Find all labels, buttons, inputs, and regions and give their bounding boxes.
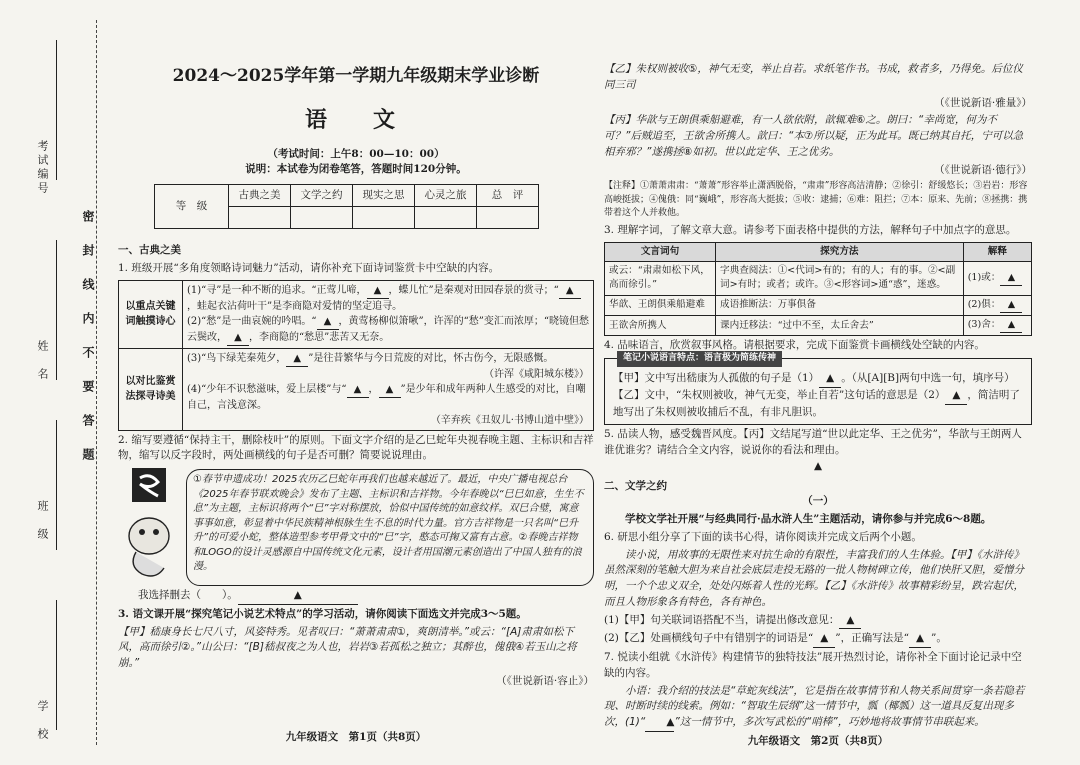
card-text: 【甲】文中写出嵇康为人孤傲的句子是（1） — [613, 372, 820, 385]
answer-blank[interactable]: ▲ — [813, 631, 835, 648]
score-cell[interactable] — [477, 207, 539, 229]
method-table — [604, 242, 1032, 337]
score-header: 文学之约 — [291, 185, 353, 207]
annotations: 【注释】①萧萧肃肃：“萧萧”形容举止潇洒脱俗，“肃肃”形容高洁清静；②徐引：舒缓悠长；③岩岩：形容高峻挺拔；④傀俄：同“巍峨”，形容高大挺拔；⑤收：逮捕；⑥难：阻拦；⑦本：原来、先前；⑧拯携：携带着这个人并救他。 — [604, 181, 1028, 219]
answer-blank[interactable]: ▲ — [559, 283, 581, 299]
answer-blank[interactable]: ▲ — [813, 459, 823, 472]
class-label: 班 级 — [36, 500, 49, 542]
answer-blank[interactable]: ▲ — [819, 371, 841, 388]
answer-blank[interactable]: ▲ — [286, 351, 308, 367]
q6-sub1-text: (1)【甲】句关联词语搭配不当，请提出修改意见： — [604, 613, 840, 626]
text-yi: 【乙】朱权则被收⑤，神气无变，举止自若。求纸笔作书。书成，救者多，乃得免。后位仪同三司 — [604, 63, 1023, 91]
q6-sub2: (2)【乙】处画横线句子中有错别字的词语是“ ▲ ”，正确写法是“ ▲ ”。 — [604, 631, 1032, 648]
card-line: ，李商隐的“愁思”悲苦又无奈。 — [249, 331, 390, 343]
answer-blank[interactable]: ▲ — [909, 631, 931, 648]
q6-sub1 — [604, 613, 1032, 630]
seal-warning: 密封线内不要答题 — [81, 210, 95, 482]
exam-note: 说明：本试卷为闭卷笔答，答题时间120分钟。 — [245, 163, 467, 176]
question-5: 5. 品读人物，感受魏晋风度。【丙】文结尾写道“世以此定华、王之优劣”，华歆与王朗两人谁优谁劣？请结合全文内容，说说你的看法和理由。 — [604, 428, 1022, 457]
card-line: (2)“愁”是一曲哀婉的吟唱。“ — [187, 315, 317, 327]
name-label: 姓 名 — [36, 340, 49, 382]
choose-delete-text: 我选择删去（ ）。 — [138, 589, 238, 601]
page-footer: 九年级语文 第2页（共8页） — [747, 735, 889, 748]
snake-mascot-illustration — [118, 466, 180, 586]
card-line: ”是少年和成年两种人生感受的对比，自嘲自己，言浅意深。 — [187, 383, 586, 411]
card-text: ，简洁明了地写出了朱权则被收捕后不乱，有非凡胆识。 — [613, 388, 1020, 418]
table-cell: 或云：“肃肃如松下风，高而徐引。” — [605, 261, 716, 295]
part-number: （一） — [802, 495, 834, 508]
table-row — [605, 316, 1032, 336]
page-one — [118, 56, 594, 744]
exam-no-label: 考试编号 — [36, 140, 49, 196]
table-header: 文言词句 — [605, 242, 716, 261]
name-line — [56, 240, 70, 380]
score-header: 总 评 — [477, 185, 539, 207]
answer-label: (2)俱： — [967, 298, 1001, 310]
answer-blank[interactable]: ▲ — [945, 388, 967, 405]
answer-label: (3)舍： — [967, 319, 1001, 331]
card-label: 以重点关键词触摸诗心 — [119, 280, 183, 348]
poem-card-table — [118, 280, 594, 431]
card-line: (4)“少年不识愁滋味，爱上层楼”与“ — [187, 383, 347, 395]
card-line: ”是往昔繁华与今日荒废的对比，怀古伤今，无限感慨。 — [308, 352, 554, 364]
score-header: 古典之美 — [229, 185, 291, 207]
table-cell: 课内迁移法：“过中不至，太丘舍去” — [716, 316, 964, 336]
score-cell[interactable] — [415, 207, 477, 229]
card-content — [183, 280, 594, 348]
exam-no-line — [56, 40, 70, 180]
source-jia: （《世说新语·容止》） — [496, 674, 594, 687]
q2-passage: ①春节申遗成功！2025农历乙巳蛇年再我们也越来越近了。最近，中央广播电视总台《2025年春节联欢晚会》发布了主题、主标识和吉祥物。今年春晚以“巳巳如意，生生不息”为主题，主标识将两个“巳”字对称摆放，恰似中国传统的如意纹样。双巳合璧，寓意事事如意，彰显着中华民族精神根脉生生不息的时代力量。官方吉祥物是一只名叫“巳升升”的可爱小蛇，整体造型参考甲骨文中的“巳”字，憨态可掬又富有古意。②春晚吉祥物和LOGO的设计灵感源自中国传统文化元素，设计者用国潮元素创造出了中国人独有的浪漫。 — [186, 469, 594, 586]
page-footer: 九年级语文 第1页（共8页） — [285, 731, 427, 744]
answer-blank[interactable]: ▲ — [227, 330, 249, 346]
card-source: （辛弃疾《丑奴儿·书博山道中壁》） — [430, 414, 589, 426]
question-2: 2. 缩写要遵循“保持主干，删除枝叶”的原则。下面文字介绍的是乙巳蛇年央视春晚主题、主标识和吉祥物，缩写以反字段时，两处画横线的句子是否可删？简要说说理由。 — [118, 433, 594, 462]
source-yi: （《世说新语·雅量》） — [934, 96, 1032, 109]
card-label: 以对比鉴赏法探寻诗美 — [119, 348, 183, 430]
question-3: 3. 理解字词，了解文章大意。请参考下面表格中提供的方法，解释句子中加点字的意思。 — [604, 223, 1017, 236]
q6-sub2-text: ”，正确写法是“ — [835, 632, 909, 645]
card-line: ， — [368, 383, 379, 395]
answer-blank[interactable]: ▲ — [1000, 298, 1022, 313]
school-line — [56, 600, 70, 730]
answer-blank[interactable]: ▲ — [379, 382, 401, 398]
seal-line — [96, 20, 97, 745]
class-line — [56, 420, 70, 550]
card-line: (3)“鸟下绿芜秦苑夕， — [187, 352, 287, 364]
score-cell[interactable] — [291, 207, 353, 229]
table-header: 探究方法 — [716, 242, 964, 261]
question-1: 1. 班级开展“多角度领略诗词魅力”活动，请你补充下面诗词鉴赏卡中空缺的内容。 — [118, 261, 500, 274]
text-jia: 【甲】嵇康身长七尺八寸，风姿特秀。见者叹曰：“萧萧肃肃①，爽朗清举。”或云：“[A]肃肃如松下风，高而徐引②。”山公曰：“[B]嵇叔夜之为人也，岩岩③若孤松之独立；其醉也，傀俄④若玉山之将崩。” — [118, 625, 577, 669]
q6-sub2-text: (2)【乙】处画横线句子中有错别字的词语是“ — [604, 632, 814, 645]
answer-label: (1)或： — [967, 271, 1001, 283]
card-source: （许浑《咸阳城东楼》） — [484, 368, 589, 380]
q7-passage-text: 小语：我介绍的技法是“草蛇灰线法”，它是指在故事情节和人物关系间贯穿一条若隐若现、时断时续的线索。例如：“智取生辰纲”这一情节中，瓢（椰瓢）这一道具反复出现多次， — [604, 684, 1025, 729]
exam-title: 2024～2025学年第一学期九年级期末学业诊断 — [172, 66, 540, 86]
section-heading: 一、古典之美 — [118, 244, 181, 256]
table-cell: 字典查阅法：①<代词>有的；有的人；有的事。②<副词>有时；或者；或许。③<形容词>通“惑”，迷惑。 — [716, 261, 964, 295]
table-row — [605, 261, 1032, 295]
q2-material — [118, 466, 594, 586]
answer-blank[interactable]: ▲ — [1000, 271, 1022, 286]
q7-passage: 小语：我介绍的技法是“草蛇灰线法”，它是指在故事情节和人物关系间贯穿一条若隐若现、时断时续的线索。例如：“智取生辰纲”这一情节中，瓢（椰瓢）这一道具反复出现多次，(1)“ ▲”这一情节中，多次写武松的“哨棒”，巧妙地将故事情节串联起来。 — [604, 684, 1032, 732]
card-line: ，蝶儿忙”是秦观对田园春景的赏寻；“ — [388, 284, 559, 296]
question-6: 6. 研思小组分享了下面的读书心得，请你阅读并完成文后两个小题。 — [604, 530, 922, 543]
answer-blank[interactable]: ▲ — [238, 588, 358, 605]
appreciation-card — [604, 353, 1032, 425]
answer-blank[interactable]: ▲ — [1000, 318, 1022, 333]
score-row-label: 等 级 — [155, 185, 229, 229]
choose-delete-line — [138, 588, 594, 605]
card-line: ，黄莺杨柳似箫啾”，许浑的“愁”变汇而浓厚；“晓镜但愁云鬓改， — [187, 315, 589, 343]
text-bing: 【丙】华歆与王朗俱乘船避难，有一人欲依附，歆辄难⑥之。朗曰：“幸尚宽，何为不可？”后贼追至，王欲舍所携人。歆曰：“本⑦所以疑，正为此耳。既已纳其自托，宁可以急相弃邪？”遂携拯⑧如初。世以此定华、王之优劣。 — [604, 114, 1024, 158]
card-tag: 笔记小说语言特点：语言极为简练传神 — [617, 351, 782, 367]
score-header: 现实之思 — [353, 185, 415, 207]
binding-strip — [0, 0, 100, 765]
card-text: 。（从[A][B]两句中选一句，填序号）【乙】文中，“朱权则被收，神气无变，举止自若”这句话的意思是（2） — [613, 372, 1015, 401]
answer-blank[interactable]: ▲ — [839, 613, 861, 630]
section-heading: 二、文学之约 — [604, 479, 667, 492]
school-label: 学 校 — [36, 700, 49, 742]
score-header: 心灵之旅 — [415, 185, 477, 207]
exam-time: （考试时间：上午8：00—10：00） — [267, 147, 445, 160]
table-cell[interactable] — [963, 261, 1031, 295]
card-line: (1)“寻”是一种不断的追求。“正莺儿啼， — [187, 284, 367, 296]
score-table — [154, 184, 539, 229]
card-line: ，蛙起衣沾荷叶干”是李商隐对爱情的坚定追寻。 — [187, 300, 403, 312]
answer-blank[interactable]: ▲ — [347, 382, 369, 398]
page-two — [604, 60, 1032, 748]
table-cell: 王欲舍所携人 — [605, 316, 716, 336]
answer-blank[interactable]: ▲ — [367, 283, 389, 299]
literature-intro: 学校文学社开展“与经典同行·品水浒人生”主题活动，请你参与并完成6～8题。 — [625, 513, 992, 526]
score-cell[interactable] — [353, 207, 415, 229]
source-bing: （《世说新语·德行》） — [934, 163, 1032, 176]
q7-passage-text: ”这一情节中，多次写武松的“哨棒”，巧妙地将故事情节串联起来。 — [674, 716, 985, 729]
table-header: 解释 — [963, 242, 1031, 261]
question-7: 7. 悦读小组就《水浒传》构建情节的独特技法”展开热烈讨论，请你补全下面讨论记录中空缺的内容。 — [604, 651, 1022, 679]
table-cell: 华歆、王朗俱乘船避难 — [605, 295, 716, 315]
question-4: 4. 品味语言，欣赏叙事风格。请根据要求，完成下面鉴赏卡画横线处空缺的内容。 — [604, 339, 985, 352]
answer-blank[interactable]: ▲ — [317, 314, 339, 330]
q6-passage: 读小说，用故事的无限性来对抗生命的有限性，丰富我们的人生体验。【甲】《水浒传》虽然深刻的笔触大胆为来自社会底层走投无路的一批人物树碑立传，他们快肝又胆，爱憎分明，一个个忠义双全，处处闪烁着人性的光辉。【乙】《水浒传》故事精彩纷呈，跌宕起伏，而且人物形象各有特色，各有神色。 — [604, 548, 1024, 608]
score-cell[interactable] — [229, 207, 291, 229]
card-content — [183, 348, 594, 430]
question-3-intro: 3. 语文课开展“探究笔记小说艺术特点”的学习活动，请你阅读下面选文并完成3～5题。 — [118, 607, 527, 620]
table-cell[interactable] — [963, 295, 1031, 315]
answer-blank[interactable]: ▲ — [645, 715, 674, 732]
table-row — [605, 295, 1032, 315]
table-cell[interactable] — [963, 316, 1031, 336]
table-cell: 成语推断法：万事俱备 — [716, 295, 964, 315]
subject-title: 语 文 — [304, 106, 407, 133]
